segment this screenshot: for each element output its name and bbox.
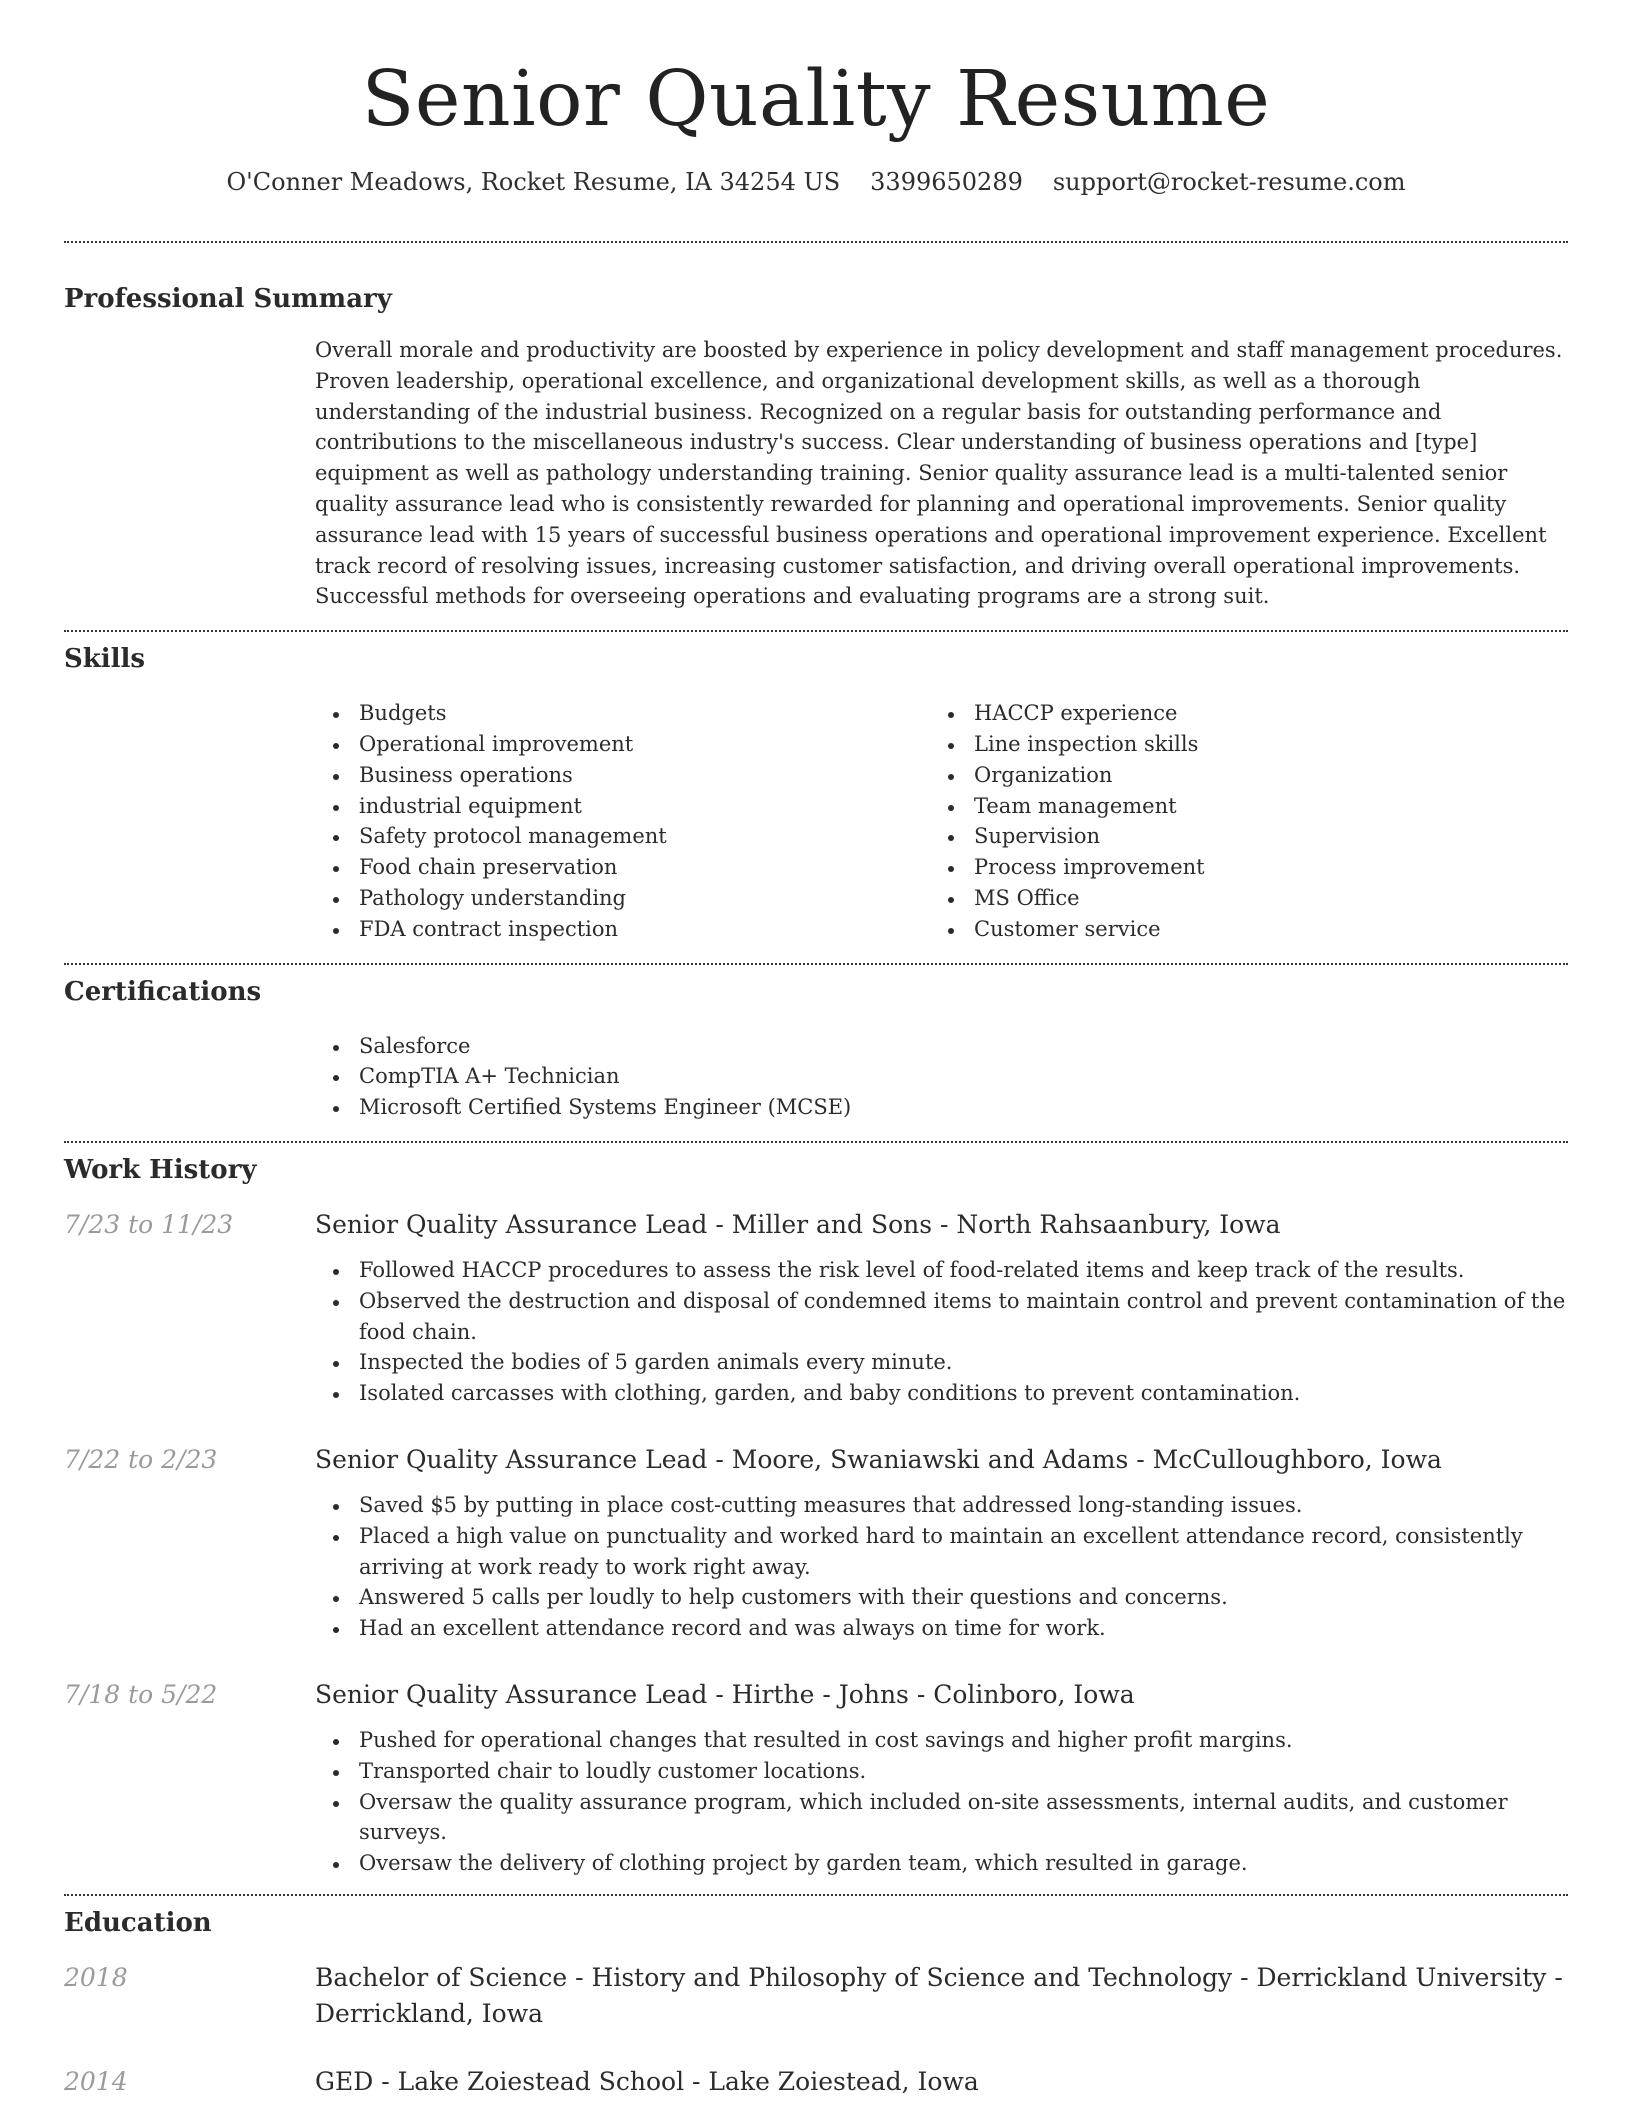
skill-item: Organization	[930, 760, 1545, 791]
contact-email: support@rocket-resume.com	[1052, 168, 1406, 196]
job-dates: 7/18 to 5/22	[64, 1679, 218, 1709]
job-bullet: Isolated carcasses with clothing, garden, and baby conditions to prevent contamination.	[315, 1378, 1568, 1409]
contact-line	[64, 166, 1568, 198]
job-bullet: Had an excellent attendance record and was always on time for work.	[315, 1613, 1568, 1644]
job-bullet: Inspected the bodies of 5 garden animals every minute.	[315, 1347, 1568, 1378]
job-dates: 7/23 to 11/23	[64, 1209, 234, 1239]
job-bullet: Placed a high value on punctuality and worked hard to maintain an excellent attendance record, consistently arriving at work ready to work right away.	[315, 1521, 1568, 1583]
job-entry	[64, 1442, 1568, 1644]
skill-item: Budgets	[315, 698, 930, 729]
work-history-section	[64, 1153, 1568, 1879]
education-heading: Education	[64, 1907, 212, 1938]
job-title: Senior Quality Assurance Lead - Miller and Sons - North Rahsaanbury, Iowa	[315, 1209, 1281, 1239]
job-bullet: Followed HACCP procedures to assess the risk level of food-related items and keep track of the results.	[315, 1255, 1568, 1286]
skill-item: MS Office	[930, 883, 1545, 914]
education-year: 2018	[64, 1962, 128, 1992]
skills-heading: Skills	[64, 644, 146, 675]
job-bullet: Transported chair to loudly customer locations.	[315, 1756, 1568, 1787]
education-title: Bachelor of Science - History and Philosophy of Science and Technology - Derrickland University - Derrickland, Iowa	[315, 1962, 1563, 2028]
job-bullet: Answered 5 calls per loudly to help customers with their questions and concerns.	[315, 1582, 1568, 1613]
job-bullets	[315, 1255, 1568, 1409]
certifications-list	[315, 1031, 1568, 1123]
job-bullet: Oversaw the quality assurance program, which included on-site assessments, internal audits, and customer surveys.	[315, 1787, 1568, 1849]
skills-grid	[315, 698, 1568, 944]
resume-page	[64, 0, 1568, 2112]
skill-item: Business operations	[315, 760, 930, 791]
job-title: Senior Quality Assurance Lead - Hirthe - Johns - Colinboro, Iowa	[315, 1679, 1135, 1709]
skill-item: Supervision	[930, 821, 1545, 852]
job-entry	[64, 1677, 1568, 1879]
skill-item: Operational improvement	[315, 729, 930, 760]
job-bullets	[315, 1490, 1568, 1644]
section-divider	[64, 963, 1568, 965]
job-header	[64, 1442, 1568, 1478]
skill-item: Pathology understanding	[315, 883, 930, 914]
job-header	[64, 1677, 1568, 1713]
job-bullet: Saved $5 by putting in place cost-cutting measures that addressed long-standing issues.	[315, 1490, 1568, 1521]
skill-item: industrial equipment	[315, 791, 930, 822]
summary-section	[64, 282, 1568, 612]
job-bullet: Oversaw the delivery of clothing project by garden team, which resulted in garage.	[315, 1848, 1568, 1879]
skills-list-left	[315, 698, 930, 944]
skill-item: Line inspection skills	[930, 729, 1545, 760]
education-title: GED - Lake Zoiestead School - Lake Zoiestead, Iowa	[315, 2066, 979, 2096]
resume-title: Senior Quality Resume	[361, 55, 1271, 144]
skill-item: FDA contract inspection	[315, 914, 930, 945]
skill-item: Safety protocol management	[315, 821, 930, 852]
job-bullets	[315, 1725, 1568, 1879]
job-bullet: Observed the destruction and disposal of condemned items to maintain control and prevent contamination of the food chain.	[315, 1286, 1568, 1348]
certification-item: CompTIA A+ Technician	[315, 1061, 1568, 1092]
skill-item: Team management	[930, 791, 1545, 822]
job-bullet: Pushed for operational changes that resulted in cost savings and higher profit margins.	[315, 1725, 1568, 1756]
education-entry	[64, 2064, 1568, 2100]
skill-item: Food chain preservation	[315, 852, 930, 883]
section-divider	[64, 1141, 1568, 1143]
job-title: Senior Quality Assurance Lead - Moore, Swaniawski and Adams - McCulloughboro, Iowa	[315, 1444, 1442, 1474]
summary-text: Overall morale and productivity are boosted by experience in policy development and staff management procedures. Proven leadership, operational excellence, and organizational development skills, as well as a thorough understanding of the industrial business. Recognized on a regular basis for outstanding performance and contributions to the miscellaneous industry's success. Clear understanding of business operations and [type] equipment as well as pathology understanding training. Senior quality assurance lead is a multi-talented senior quality assurance lead who is consistently rewarded for planning and operational improvements. Senior quality assurance lead with 15 years of successful business operations and operational improvement experience. Excellent track record of resolving issues, increasing customer satisfaction, and driving overall operational improvements. Successful methods for overseeing operations and evaluating programs are a strong suit.	[315, 338, 1563, 609]
contact-phone: 3399650289	[870, 168, 1023, 196]
education-year: 2014	[64, 2066, 128, 2096]
certifications-heading: Certifications	[64, 976, 262, 1007]
education-section	[64, 1906, 1568, 2100]
skill-item: HACCP experience	[930, 698, 1545, 729]
certification-item: Microsoft Certified Systems Engineer (MCSE)	[315, 1092, 1568, 1123]
section-divider	[64, 241, 1568, 243]
skills-list-right	[930, 698, 1545, 944]
section-divider	[64, 630, 1568, 632]
contact-address: O'Conner Meadows, Rocket Resume, IA 34254 US	[226, 168, 841, 196]
skills-section	[64, 642, 1568, 944]
skill-item: Process improvement	[930, 852, 1545, 883]
work-history-heading: Work History	[64, 1154, 257, 1185]
job-dates: 7/22 to 2/23	[64, 1444, 218, 1474]
job-header	[64, 1207, 1568, 1243]
certifications-section	[64, 975, 1568, 1123]
skill-item: Customer service	[930, 914, 1545, 945]
job-entry	[64, 1207, 1568, 1409]
summary-heading: Professional Summary	[64, 284, 392, 314]
education-entry	[64, 1960, 1568, 2032]
section-divider	[64, 1894, 1568, 1896]
certification-item: Salesforce	[315, 1031, 1568, 1062]
